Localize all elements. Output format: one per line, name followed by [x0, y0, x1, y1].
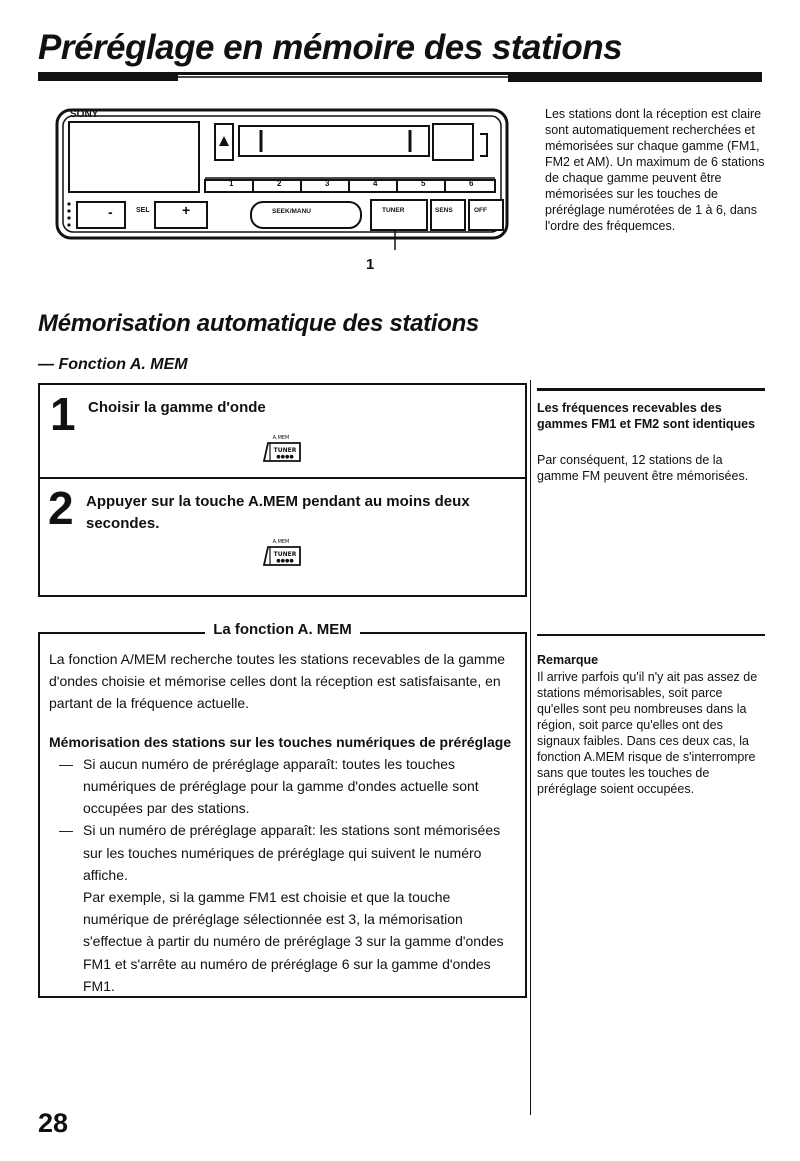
step-2-number: 2	[48, 482, 74, 534]
sens-label: SENS	[435, 207, 453, 214]
seek-label: SEEK/MANU	[272, 208, 312, 215]
sidebar-note-text: Par conséquent, 12 stations de la gamme FM peuvent être mémorisées.	[537, 453, 749, 483]
intro-paragraph: Les stations dont la réception est claire sont automatiquement recherchées et mémorisées sur chaque gamme (FM1, FM2 et AM). Un maximum de 6 stations de chaque gamme peuvent être mémorisées sur les touches de préréglage numérotées de 1 à 6, dans l'ordre des fréquemces.	[545, 107, 765, 233]
info-body	[49, 648, 519, 997]
remark-heading: Remarque	[537, 653, 599, 667]
page-title: Préréglage en mémoire des stations	[38, 28, 623, 67]
plus-label: +	[182, 202, 191, 218]
info-bullet-1	[49, 753, 519, 820]
info-box-title: La fonction A. MEM	[205, 621, 360, 638]
preset-label-2: 2	[277, 179, 282, 188]
brand-logo: SONY	[70, 109, 99, 120]
sel-label: SEL	[136, 207, 150, 214]
info-bullet-2-text: Si un numéro de préréglage apparaît: les stations sont mémorisées sur les touches numériques de préréglage qui suivent le numéro affiche.	[83, 822, 501, 883]
info-bullet-2-example	[49, 886, 519, 997]
sidebar-note-heading: Les fréquences recevables des gammes FM1 et FM2 sont identiques	[537, 401, 756, 431]
section-subheading: — Fonction A. MEM	[38, 356, 188, 373]
title-underline	[38, 72, 762, 83]
preset-label-3: 3	[325, 179, 330, 188]
svg-text:●●●●: ●●●●	[276, 558, 294, 564]
info-box	[38, 621, 527, 998]
remark-rule	[537, 634, 765, 636]
car-stereo-illustration	[55, 108, 515, 268]
minus-label: -	[108, 204, 113, 220]
info-intro: La fonction A/MEM recherche toutes les stations recevables de la gamme d'ondes choisie et mémorise celles dont la réception est satisfaisante, en partant de la fréquence actuelle.	[49, 651, 506, 712]
info-subheading: Mémorisation des stations sur les touches numériques de préréglage	[49, 733, 512, 750]
tuner-label: TUNER	[382, 207, 405, 214]
dash-marker: —	[59, 822, 73, 839]
info-example-text: Par exemple, si la gamme FM1 est choisie et que la touche numérique de préréglage sélectionnée est 3, la mémorisation s'effectue à partir du numéro de préréglage 3 sur la gamme d'ondes FM1 et s'arrête au numéro de préréglage 6 sur la gamme d'ondes FM1.	[83, 889, 504, 994]
column-divider	[530, 380, 531, 1115]
preset-label-4: 4	[373, 179, 378, 188]
steps-box	[38, 383, 527, 597]
step-1-number: 1	[50, 388, 76, 440]
info-bullet-2	[49, 819, 519, 886]
step-1-text: Choisir la gamme d'onde	[88, 399, 266, 416]
callout-number: 1	[366, 256, 375, 273]
amem-button-icon	[260, 537, 302, 567]
svg-text:TUNER: TUNER	[273, 447, 297, 454]
off-label: OFF	[474, 207, 487, 214]
preset-label-1: 1	[229, 179, 234, 188]
tuner-button-icon	[260, 433, 302, 463]
svg-text:TUNER: TUNER	[273, 551, 297, 558]
page-number: 28	[38, 1108, 69, 1138]
dash-marker: —	[59, 755, 73, 772]
section-heading: Mémorisation automatique des stations	[38, 310, 479, 337]
info-bullet-1-text: Si aucun numéro de préréglage apparaît: toutes les touches numériques de préréglage pour la gamme d'ondes actuelle sont occupées par des stations.	[83, 755, 479, 817]
remark-text: Il arrive parfois qu'il n'y ait pas assez de stations mémorisables, soit parce qu'elles sont peu nombreuses dans la région, soit parce qu'elles ont des signaux faibles. Dans ces deux cas, la fonction A.MEM risque de s'interrompre sans que toutes les touches de préréglage soient occupées.	[537, 670, 758, 796]
preset-label-5: 5	[421, 179, 426, 188]
svg-text:A.MEM: A.MEM	[272, 539, 290, 545]
svg-text:A.MEM: A.MEM	[272, 435, 290, 441]
svg-text:●●●●: ●●●●	[276, 454, 294, 460]
sidebar-rule	[537, 388, 765, 391]
info-title-wrap	[40, 621, 525, 638]
step-2-text: Appuyer sur la touche A.MEM pendant au moins deux secondes.	[86, 493, 470, 532]
preset-label-6: 6	[469, 179, 474, 188]
step-divider	[40, 477, 525, 479]
